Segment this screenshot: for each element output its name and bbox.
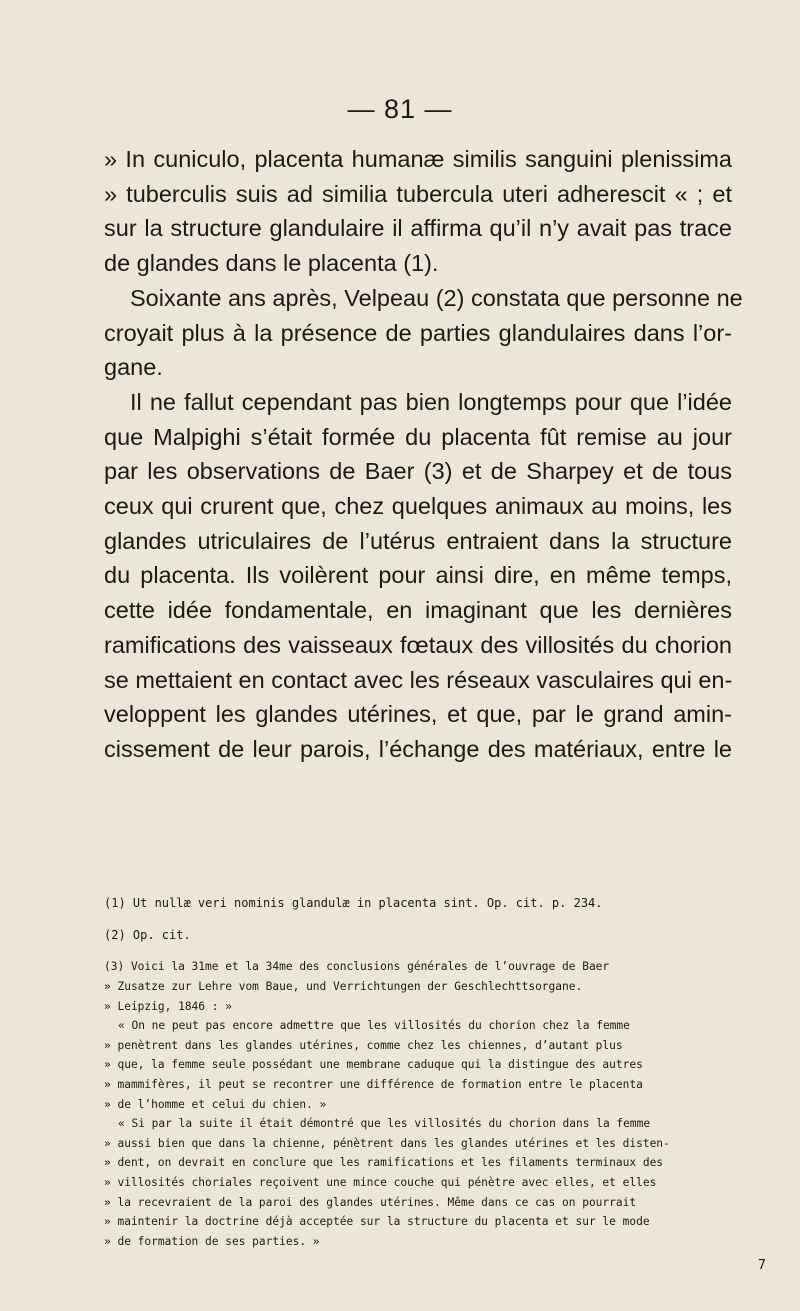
body-line: Il ne fallut cependant pas bien longtemps pour que l’idée bbox=[130, 388, 732, 415]
footnote-2: (2) Op. cit. bbox=[104, 927, 191, 942]
body-line: » tuberculis suis ad similia tubercula uteri adherescit « ; et bbox=[104, 180, 732, 207]
body-line: cissement de leur parois, l’échange des matériaux, entre le bbox=[104, 735, 732, 762]
body-line: croyait plus à la présence de parties glandulaires dans l’or- bbox=[104, 319, 732, 346]
footnote-3-line: « On ne peut pas encore admettre que les villosités du chorion chez la femme bbox=[118, 1019, 630, 1033]
footnote-3-line: » de formation de ses parties. » bbox=[104, 1234, 320, 1248]
signature-mark: 7 bbox=[758, 1258, 766, 1273]
footnotes bbox=[104, 894, 732, 1251]
footnote-3-line: » Zusatze zur Lehre vom Baue, und Verrichtungen der Geschlechttsorgane. bbox=[104, 980, 583, 993]
footnote-3-line: » la recevraient de la paroi des glandes utérines. Même dans ce cas on pourrait bbox=[104, 1195, 637, 1209]
body-line: se mettaient en contact avec les réseaux vasculaires qui en- bbox=[104, 666, 733, 693]
body-line: ramifications des vaisseaux fœtaux des villosités du chorion bbox=[104, 631, 732, 658]
body-line: » In cuniculo, placenta humanæ similis sanguini plenissima bbox=[104, 146, 732, 172]
body-line: du placenta. Ils voilèrent pour ainsi dire, en même temps, bbox=[104, 562, 732, 589]
footnote-3-line: » maintenir la doctrine déjà acceptée sur la structure du placenta et sur le mode bbox=[104, 1215, 650, 1229]
page-number: — 81 — bbox=[347, 94, 453, 124]
footnote-3-line: » que, la femme seule possédant une membrane caduque qui la distingue des autres bbox=[104, 1058, 643, 1072]
footnote-3-line: » dent, on devrait en conclure que les ramifications et les filaments terminaux des bbox=[104, 1156, 664, 1170]
body-line: par les observations de Baer (3) et de Sharpey et de tous bbox=[104, 458, 732, 485]
footnote-3-line: » aussi bien que dans la chienne, pénètrent dans les glandes utérines et les disten- bbox=[104, 1136, 670, 1150]
body-line: gane. bbox=[104, 354, 163, 381]
body-line: que Malpighi s’était formée du placenta fût remise au jour bbox=[104, 423, 732, 450]
body-line: veloppent les glandes utérines, et que, par le grand amin- bbox=[104, 701, 732, 728]
body-line: de glandes dans le placenta (1). bbox=[104, 250, 439, 277]
body-line: glandes utriculaires de l’utérus entraient dans la structure bbox=[104, 527, 732, 554]
body-line: cette idée fondamentale, en imaginant que les dernières bbox=[104, 597, 732, 624]
body-line: ceux qui crurent que, chez quelques animaux au moins, les bbox=[104, 493, 732, 520]
footnote-3-line: » villosités choriales reçoivent une mince couche qui pénètre avec elles, et elles bbox=[104, 1175, 657, 1189]
body-line: sur la structure glandulaire il affirma qu’il n’y avait pas trace bbox=[104, 215, 732, 242]
footnote-3-line: » de l’homme et celui du chien. » bbox=[104, 1097, 327, 1111]
footnote-3-line: « Si par la suite il était démontré que les villosités du chorion dans la femme bbox=[118, 1117, 651, 1131]
footnote-3-line: (3) Voici la 31me et la 34me des conclusions générales de l’ouvrage de Baer bbox=[104, 960, 610, 974]
footnote-3-line: » penètrent dans les glandes utérines, comme chez les chiennes, d’autant plus bbox=[104, 1038, 623, 1052]
footnote-1: (1) Ut nullæ veri nominis glandulæ in placenta sint. Op. cit. p. 234. bbox=[104, 896, 603, 910]
footnote-3-line: » mammifères, il peut se recontrer une différence de formation entre le placenta bbox=[104, 1077, 643, 1091]
footnote-3 bbox=[104, 957, 732, 1251]
body-text bbox=[104, 142, 743, 767]
footnote-3-line: » Leipzig, 1846 : » bbox=[104, 999, 232, 1013]
body-line: Soixante ans après, Velpeau (2) constata que personne ne bbox=[130, 284, 743, 311]
